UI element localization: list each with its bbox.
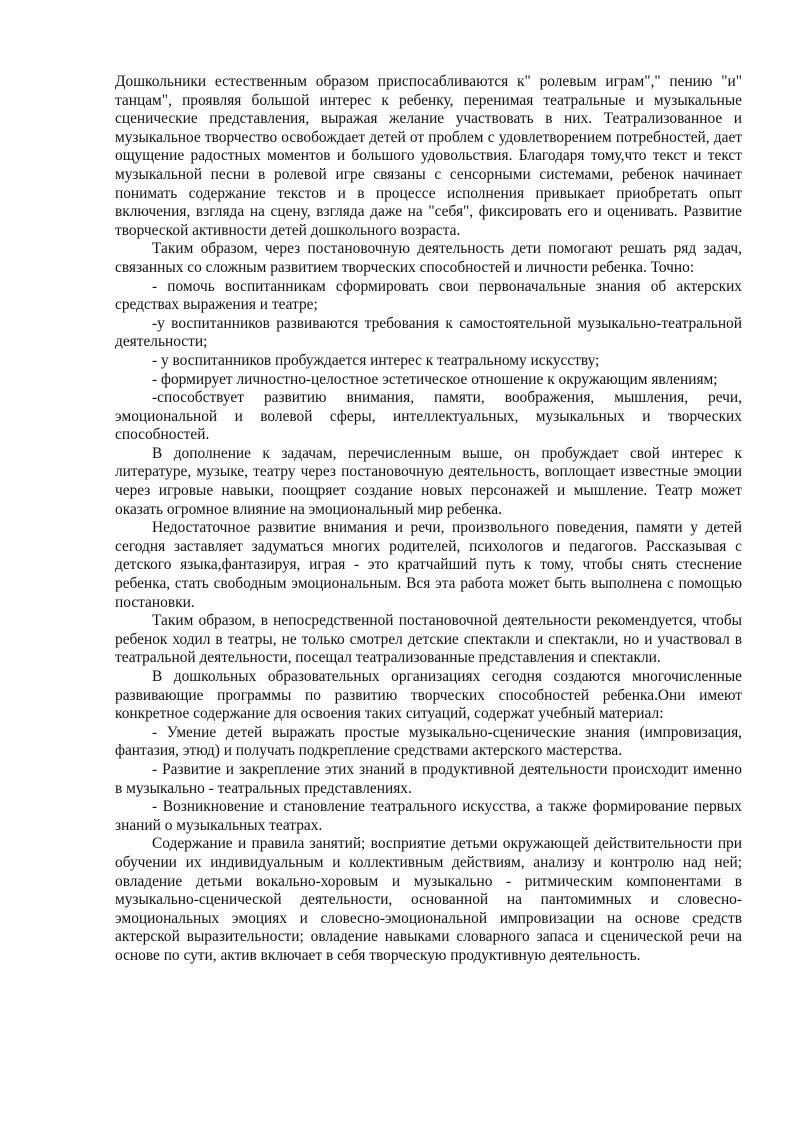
list-item: - формирует личностно-целостное эстетическое отношение к окружающим явлениям; (152, 370, 718, 388)
list-item: - помочь воспитанникам сформировать свои первоначальные знания об актерских средствах выражения и театре; (115, 277, 742, 314)
list-item: -у воспитанников развиваются требования к самостоятельной музыкально-театральной деятельности; (115, 314, 742, 351)
list-item: - Развитие и закрепление этих знаний в продуктивной деятельности происходит именно в музыкально - театральных представлениях. (115, 760, 742, 797)
paragraph-intro: Дошкольники естественным образом приспосабливаются к" ролевым играм"," пению "и" танцам", проявляя большой интерес к ребенку, перенимая театральные и музыкальные сценические представления, выражая желание участвовать в них. Театрализованное и музыкальное творчество освобождает детей от проблем с удовлетворением потребностей, дает ощущение радостных моментов и большого удовольствия. Благодаря тому,что текст и текст музыкальной песни в ролевой игре связаны с сенсорными системами, ребенок начинает понимать содержание текстов и в процессе исполнения привыкает приобретать опыт включения, взгляда на сцену, взгляда даже на "себя", фиксировать его и оценивать. Развитие творческой активности детей дошкольного возраста. (115, 73, 742, 239)
list-item: - у воспитанников пробуждается интерес к театральному искусству; (152, 351, 600, 369)
paragraph-recommendation: Таким образом, в непосредственной постановочной деятельности рекомендуется, чтобы ребенок ходил в театры, не только смотрел детские спектакли и спектакли, но и участвовал в театральной деятельности, посещал театрализованные представления и спектакли. (115, 612, 742, 667)
paragraph-content: Содержание и правила занятий; восприятие детьми окружающей действительности при обучении их индивидуальным и коллективным действиям, анализу и контролю над ней; овладение детьми вокально-хоровым и музыкально - ритмическим компонентами в музыкально-сценической деятельности, основанной на пантомимных и словесно-эмоциональных эмоциях и словесно-эмоциональной импровизации на основе средств актерской выразительности; овладение навыками словарного запаса и сценической речи на основе по сути, актив включает в себя творческую продуктивную деятельность. (115, 835, 742, 964)
paragraph-programs: В дошкольных образовательных организациях сегодня создаются многочисленные развивающие программы по развитию творческих способностей ребенка.Они имеют конкретное содержание для освоения таких ситуаций, содержат учебный материал: (115, 668, 742, 723)
list-item: - Возникновение и становление театрального искусства, а также формирование первых знаний о музыкальных театрах. (115, 798, 742, 834)
list-item: -способствует развитию внимания, памяти, воображения, мышления, речи, эмоциональной и волевой сферы, интеллектуальных, музыкальных и творческих способностей. (115, 389, 742, 444)
paragraph-tasks: Таким образом, через постановочную деятельность дети помогают решать ряд задач, связанных со сложным развитием творческих способностей и личности ребенка. Точно: (115, 240, 742, 276)
paragraph-attention: Недостаточное развитие внимания и речи, произвольного поведения, памяти у детей сегодня заставляет задуматься многих родителей, психологов и педагогов. Рассказывая с детского языка,фантазируя, играя - это кратчайший путь к тому, чтобы снять стеснение ребенка, стать свободным эмоциональным. Вся эта работа может быть выполнена с помощью постановки. (115, 519, 742, 611)
paragraph-additional: В дополнение к задачам, перечисленным выше, он пробуждает свой интерес к литературе, музыке, театру через постановочную деятельность, воплощает известные эмоции через игровые навыки, поощряет создание новых персонажей и мышление. Театр может оказать огромное влияние на эмоциональный мир ребенка. (115, 444, 742, 518)
list-item: - Умение детей выражать простые музыкально-сценические знания (импровизация, фантазия, этюд) и получать подкрепление средствами актерского мастерства. (115, 723, 742, 760)
